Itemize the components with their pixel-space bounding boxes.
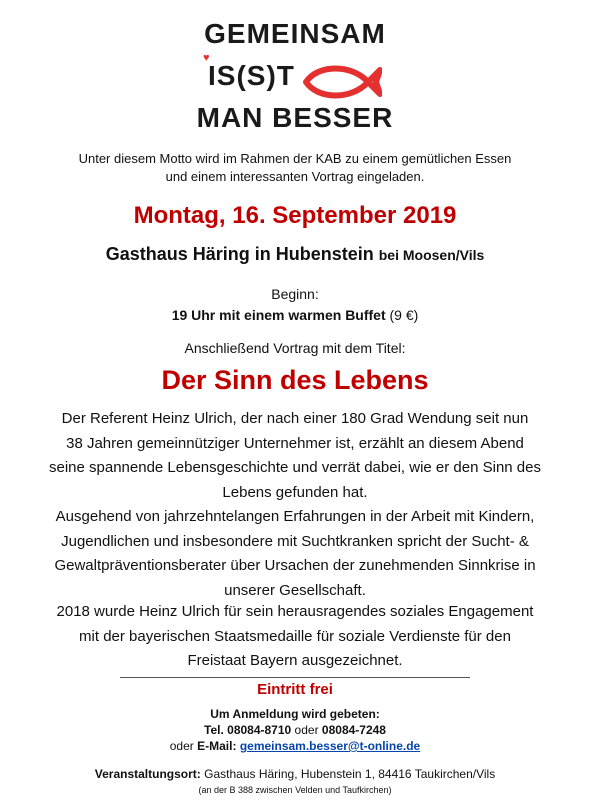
logo-line-2: IS(S)T [208,60,295,91]
address: Gasthaus Häring, Hubenstein 1, 84416 Taukirchen/Vils [204,767,496,781]
award-text: 2018 wurde Heinz Ulrich für sein herausragendes soziales Engagement mit der bayerischen Staatsmedaille für soziale Verdienste für den Freistaat Bayern ausgezeichnet. [56,603,534,669]
venue-near: bei Moosen/Vils [378,247,485,263]
logo-line-1: GEMEINSAM [204,18,386,49]
logo [0,18,590,136]
divider [120,677,470,678]
registration: Um Anmeldung wird gebeten: Tel. 08084-8710 oder 08084-7248 oder E-Mail: gemeinsam.besser@t-online.de [0,706,590,754]
venue-name: Gasthaus Häring in Hubenstein [105,244,374,264]
registration-heading: Um Anmeldung wird gebeten: [210,707,380,721]
venue [0,244,590,265]
entry-free: Eintritt frei [257,681,333,698]
begin-info [0,284,590,326]
phone-2[interactable]: 08084-7248 [321,723,386,737]
phone-1[interactable]: 08084-8710 [227,723,292,737]
venue-label: Veranstaltungsort: [94,767,201,781]
fish-icon [302,62,382,102]
begin-price: (9 €) [389,307,419,323]
description: Der Referent Heinz Ulrich, der nach einer 180 Grad Wendung seit nun 38 Jahren gemeinnütziger Unternehmer ist, erzählt an diesem Abend seine spannende Lebensgeschichte und verrät dabei, wie er den Sinn des Lebens gefunden hat. Ausgehend von jahrzehntelangen Erfahrungen in der Arbeit mit Kindern, Jugendlichen und insbesondere mit Suchtkranken spricht der Sucht- & Gewaltpräventionsberater über Ursachen der zunehmenden Sinnkrise in unserer Gesellschaft. [48,410,541,599]
begin-time: 19 Uhr mit einem warmen Buffet [171,307,386,323]
afterward-text: Anschließend Vortrag mit dem Titel: [184,340,406,356]
intro-text: Unter diesem Motto wird im Rahmen der KAB zu einem gemütlichen Essen und einem interessanten Vortrag eingeladen. [78,151,512,184]
venue-address [0,767,590,781]
talk-title: Der Sinn des Lebens [161,365,429,395]
directions-note: (an der B 388 zwischen Velden und Taufkirchen) [198,785,392,795]
logo-line-3: MAN BESSER [196,102,394,133]
begin-label: Beginn: [271,286,319,302]
email-link[interactable]: gemeinsam.besser@t-online.de [239,739,421,753]
event-date: Montag, 16. September 2019 [133,202,457,229]
heart-icon: ♥ [203,52,210,64]
